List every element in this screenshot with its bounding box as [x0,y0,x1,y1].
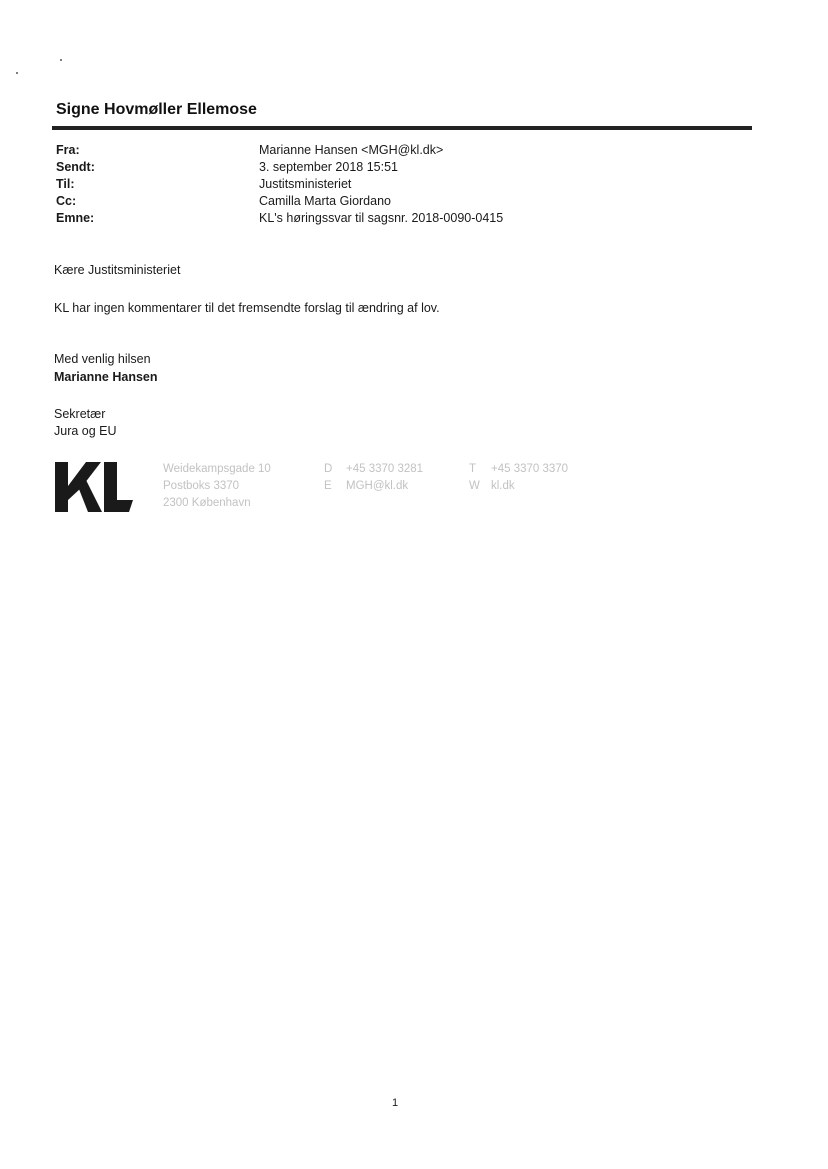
page-title: Signe Hovmøller Ellemose [56,101,257,118]
direct-line [324,461,423,478]
phone-label: T [469,463,477,475]
page-number: 1 [392,1097,399,1109]
from-value: Marianne Hansen <MGH@kl.dk> [259,143,444,157]
phone-value: +45 3370 3370 [491,463,569,475]
header-row-to [56,177,756,194]
greeting: Kære Justitsministeriet [54,263,181,277]
header-row-subject [56,211,756,228]
phone-line [469,461,568,478]
cc-label: Cc: [56,194,77,208]
signature-address [163,461,271,512]
email-value: MGH@kl.dk [346,480,409,492]
kl-logo [55,462,133,512]
subject-value: KL's høringssvar til sagsnr. 2018-0090-0415 [259,211,504,225]
header-row-sent [56,160,756,177]
message-text: KL har ingen kommentarer til det fremsendte forslag til ændring af lov. [54,301,440,315]
sent-value: 3. september 2018 15:51 [259,160,398,174]
email-label: E [324,480,332,492]
header-row-cc [56,194,756,211]
signature-direct-email [324,461,423,495]
address-pobox: Postboks 3370 [163,480,240,492]
email-line [324,478,423,495]
to-label: Til: [56,177,75,191]
sender-department: Jura og EU [54,424,117,438]
to-value: Justitsministeriet [259,177,352,191]
sender-name: Marianne Hansen [54,370,158,384]
from-label: Fra: [56,143,80,157]
cc-value: Camilla Marta Giordano [259,194,391,208]
signature-phone-web [469,461,568,495]
web-value: kl.dk [491,480,515,492]
header-row-from [56,143,756,160]
direct-value: +45 3370 3281 [346,463,424,475]
web-line [469,478,568,495]
sender-title: Sekretær [54,407,106,421]
address-street: Weidekampsgade 10 [163,463,271,475]
subject-label: Emne: [56,211,95,225]
scan-speck [60,59,62,61]
web-label: W [469,480,480,492]
scan-speck [16,72,18,74]
address-city: 2300 København [163,497,251,509]
sent-label: Sendt: [56,160,95,174]
direct-label: D [324,463,333,475]
title-divider [52,126,752,130]
closing: Med venlig hilsen [54,352,151,366]
